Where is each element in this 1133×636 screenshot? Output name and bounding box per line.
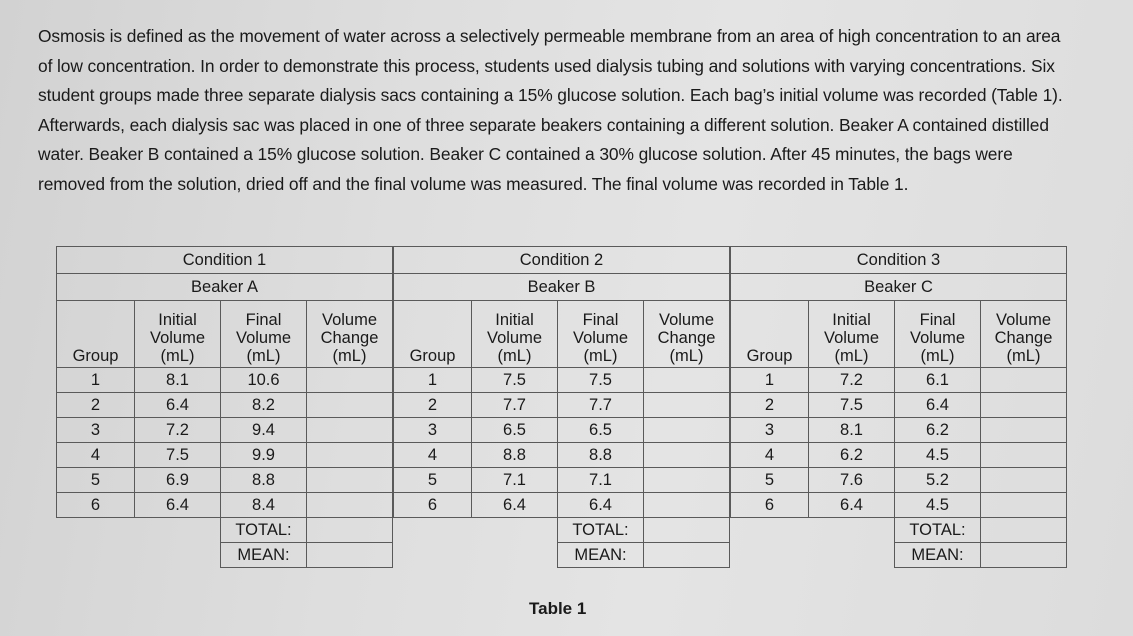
group-cell: 4 bbox=[731, 443, 809, 468]
final-volume-cell: 4.5 bbox=[895, 493, 981, 518]
volume-change-cell[interactable] bbox=[644, 443, 730, 468]
column-header-row bbox=[394, 301, 730, 368]
beaker-row bbox=[57, 274, 393, 301]
total-label: TOTAL: bbox=[221, 518, 307, 543]
group-header: Group bbox=[57, 301, 135, 368]
final-volume-cell: 10.6 bbox=[221, 368, 307, 393]
volume-change-cell[interactable] bbox=[644, 393, 730, 418]
final-volume-cell: 6.5 bbox=[558, 418, 644, 443]
final-volume-header-line: Volume bbox=[235, 329, 292, 347]
mean-value[interactable] bbox=[981, 543, 1067, 568]
group-cell: 3 bbox=[57, 418, 135, 443]
initial-volume-header-line: (mL) bbox=[834, 347, 869, 365]
final-volume-header bbox=[558, 301, 644, 368]
initial-volume-cell: 7.5 bbox=[809, 393, 895, 418]
final-volume-header bbox=[221, 301, 307, 368]
group-cell: 2 bbox=[57, 393, 135, 418]
initial-volume-cell: 6.4 bbox=[135, 393, 221, 418]
final-volume-cell: 9.4 bbox=[221, 418, 307, 443]
group-cell: 3 bbox=[731, 418, 809, 443]
group-cell: 4 bbox=[57, 443, 135, 468]
table-caption: Table 1 bbox=[529, 599, 587, 618]
initial-volume-cell: 6.5 bbox=[472, 418, 558, 443]
final-volume-cell: 8.4 bbox=[221, 493, 307, 518]
mean-label: MEAN: bbox=[895, 543, 981, 568]
volume-change-cell[interactable] bbox=[644, 493, 730, 518]
initial-volume-cell: 8.1 bbox=[135, 368, 221, 393]
volume-change-cell[interactable] bbox=[644, 468, 730, 493]
table-row bbox=[394, 443, 730, 468]
volume-change-cell[interactable] bbox=[981, 493, 1067, 518]
initial-volume-header-line: Initial bbox=[158, 311, 197, 329]
passage-text: Osmosis is defined as the movement of water across a selectively permeable membrane from an area of high concentration to an area of low concentration. In order to demonstrate this process, students used dialysis tubing and solutions with varying concentrations. Six student groups made three separate dialysis sacs containing a 15% glucose solution. Each bag’s initial volume was recorded (Table 1). Afterwards, each dialysis sac was placed in one of three separate beakers containing a different solution. Beaker A contained distilled water. Beaker B contained a 15% glucose solution. Beaker C contained a 30% glucose solution. After 45 minutes, the bags were removed from the solution, dried off and the final volume was measured. The final volume was recorded in Table 1. bbox=[38, 26, 1063, 194]
initial-volume-cell: 7.5 bbox=[135, 443, 221, 468]
condition-title: Condition 2 bbox=[394, 247, 730, 274]
column-header-row bbox=[57, 301, 393, 368]
mean-label: MEAN: bbox=[221, 543, 307, 568]
volume-change-header bbox=[644, 301, 730, 368]
table-row bbox=[731, 418, 1067, 443]
initial-volume-cell: 6.4 bbox=[135, 493, 221, 518]
table-row bbox=[731, 368, 1067, 393]
initial-volume-header-line: Initial bbox=[832, 311, 871, 329]
volume-change-cell[interactable] bbox=[981, 368, 1067, 393]
group-cell: 2 bbox=[731, 393, 809, 418]
final-volume-header-line: (mL) bbox=[920, 347, 955, 365]
mean-label: MEAN: bbox=[558, 543, 644, 568]
volume-change-cell[interactable] bbox=[307, 393, 393, 418]
table-row bbox=[394, 493, 730, 518]
volume-change-cell[interactable] bbox=[307, 443, 393, 468]
group-cell: 6 bbox=[57, 493, 135, 518]
volume-change-cell[interactable] bbox=[981, 468, 1067, 493]
volume-change-cell[interactable] bbox=[307, 418, 393, 443]
final-volume-cell: 6.1 bbox=[895, 368, 981, 393]
mean-row bbox=[731, 543, 1067, 568]
table-row bbox=[57, 468, 393, 493]
group-cell: 4 bbox=[394, 443, 472, 468]
spacer bbox=[394, 543, 558, 568]
column-header-row bbox=[731, 301, 1067, 368]
table-row bbox=[731, 493, 1067, 518]
volume-change-header bbox=[307, 301, 393, 368]
condition-3-table bbox=[730, 246, 1067, 568]
initial-volume-cell: 8.8 bbox=[472, 443, 558, 468]
initial-volume-header-line: (mL) bbox=[497, 347, 532, 365]
table-row bbox=[394, 468, 730, 493]
initial-volume-header bbox=[472, 301, 558, 368]
final-volume-cell: 7.1 bbox=[558, 468, 644, 493]
table-row bbox=[731, 468, 1067, 493]
table-row bbox=[57, 443, 393, 468]
beaker-label: Beaker B bbox=[394, 274, 730, 301]
spacer bbox=[731, 518, 895, 543]
table-row bbox=[394, 418, 730, 443]
final-volume-header-line: Volume bbox=[572, 329, 629, 347]
final-volume-header-line: Final bbox=[919, 311, 956, 329]
initial-volume-header bbox=[135, 301, 221, 368]
condition-title-row bbox=[394, 247, 730, 274]
group-header: Group bbox=[731, 301, 809, 368]
group-cell: 3 bbox=[394, 418, 472, 443]
group-cell: 1 bbox=[394, 368, 472, 393]
volume-change-cell[interactable] bbox=[307, 493, 393, 518]
condition-title-row bbox=[731, 247, 1067, 274]
spacer bbox=[57, 518, 221, 543]
beaker-row bbox=[394, 274, 730, 301]
volume-change-header-line: Change bbox=[657, 329, 716, 347]
volume-change-cell[interactable] bbox=[981, 443, 1067, 468]
volume-change-header bbox=[981, 301, 1067, 368]
final-volume-cell: 8.8 bbox=[558, 443, 644, 468]
volume-change-header-line: (mL) bbox=[1006, 347, 1041, 365]
total-row bbox=[57, 518, 393, 543]
final-volume-cell: 8.8 bbox=[221, 468, 307, 493]
initial-volume-cell: 7.2 bbox=[809, 368, 895, 393]
final-volume-cell: 9.9 bbox=[221, 443, 307, 468]
volume-change-header-line: Volume bbox=[658, 311, 715, 329]
group-cell: 5 bbox=[731, 468, 809, 493]
final-volume-cell: 4.5 bbox=[895, 443, 981, 468]
table-row bbox=[57, 493, 393, 518]
final-volume-cell: 5.2 bbox=[895, 468, 981, 493]
table-row bbox=[57, 418, 393, 443]
mean-value[interactable] bbox=[307, 543, 393, 568]
initial-volume-header bbox=[809, 301, 895, 368]
final-volume-header-line: (mL) bbox=[583, 347, 618, 365]
table-row bbox=[394, 368, 730, 393]
volume-change-header-line: Volume bbox=[321, 311, 378, 329]
condition-2-table bbox=[393, 246, 730, 568]
initial-volume-cell: 7.5 bbox=[472, 368, 558, 393]
final-volume-header-line: (mL) bbox=[246, 347, 281, 365]
table-row bbox=[731, 393, 1067, 418]
group-cell: 6 bbox=[394, 493, 472, 518]
initial-volume-cell: 6.9 bbox=[135, 468, 221, 493]
mean-value[interactable] bbox=[644, 543, 730, 568]
beaker-label: Beaker A bbox=[57, 274, 393, 301]
data-tables bbox=[56, 246, 1067, 568]
initial-volume-cell: 6.2 bbox=[809, 443, 895, 468]
volume-change-cell[interactable] bbox=[307, 368, 393, 393]
volume-change-cell[interactable] bbox=[981, 418, 1067, 443]
initial-volume-cell: 6.4 bbox=[809, 493, 895, 518]
final-volume-cell: 7.5 bbox=[558, 368, 644, 393]
beaker-row bbox=[731, 274, 1067, 301]
spacer bbox=[57, 543, 221, 568]
group-cell: 5 bbox=[394, 468, 472, 493]
beaker-label: Beaker C bbox=[731, 274, 1067, 301]
total-value[interactable] bbox=[981, 518, 1067, 543]
total-row bbox=[731, 518, 1067, 543]
volume-change-cell[interactable] bbox=[307, 468, 393, 493]
initial-volume-header-line: Volume bbox=[823, 329, 880, 347]
initial-volume-cell: 7.2 bbox=[135, 418, 221, 443]
initial-volume-header-line: Initial bbox=[495, 311, 534, 329]
initial-volume-cell: 7.1 bbox=[472, 468, 558, 493]
table-row bbox=[394, 393, 730, 418]
group-cell: 1 bbox=[731, 368, 809, 393]
final-volume-cell: 8.2 bbox=[221, 393, 307, 418]
table-row bbox=[57, 368, 393, 393]
volume-change-cell[interactable] bbox=[981, 393, 1067, 418]
condition-title: Condition 3 bbox=[731, 247, 1067, 274]
group-header: Group bbox=[394, 301, 472, 368]
condition-1-table bbox=[56, 246, 393, 568]
group-cell: 1 bbox=[57, 368, 135, 393]
volume-change-header-line: Change bbox=[994, 329, 1053, 347]
condition-title: Condition 1 bbox=[57, 247, 393, 274]
group-cell: 2 bbox=[394, 393, 472, 418]
final-volume-header bbox=[895, 301, 981, 368]
total-value[interactable] bbox=[644, 518, 730, 543]
spacer bbox=[394, 518, 558, 543]
final-volume-cell: 6.4 bbox=[895, 393, 981, 418]
final-volume-cell: 6.2 bbox=[895, 418, 981, 443]
mean-row bbox=[394, 543, 730, 568]
table-row bbox=[57, 393, 393, 418]
spacer bbox=[731, 543, 895, 568]
total-label: TOTAL: bbox=[558, 518, 644, 543]
final-volume-header-line: Volume bbox=[909, 329, 966, 347]
initial-volume-header-line: Volume bbox=[149, 329, 206, 347]
initial-volume-cell: 6.4 bbox=[472, 493, 558, 518]
volume-change-header-line: (mL) bbox=[669, 347, 704, 365]
volume-change-header-line: (mL) bbox=[332, 347, 367, 365]
group-cell: 6 bbox=[731, 493, 809, 518]
volume-change-cell[interactable] bbox=[644, 418, 730, 443]
initial-volume-cell: 7.7 bbox=[472, 393, 558, 418]
final-volume-header-line: Final bbox=[582, 311, 619, 329]
total-value[interactable] bbox=[307, 518, 393, 543]
initial-volume-cell: 8.1 bbox=[809, 418, 895, 443]
total-label: TOTAL: bbox=[895, 518, 981, 543]
volume-change-header-line: Change bbox=[320, 329, 379, 347]
condition-title-row bbox=[57, 247, 393, 274]
final-volume-header-line: Final bbox=[245, 311, 282, 329]
initial-volume-header-line: Volume bbox=[486, 329, 543, 347]
group-cell: 5 bbox=[57, 468, 135, 493]
table-row bbox=[731, 443, 1067, 468]
final-volume-cell: 6.4 bbox=[558, 493, 644, 518]
final-volume-cell: 7.7 bbox=[558, 393, 644, 418]
mean-row bbox=[57, 543, 393, 568]
initial-volume-cell: 7.6 bbox=[809, 468, 895, 493]
initial-volume-header-line: (mL) bbox=[160, 347, 195, 365]
volume-change-cell[interactable] bbox=[644, 368, 730, 393]
volume-change-header-line: Volume bbox=[995, 311, 1052, 329]
total-row bbox=[394, 518, 730, 543]
